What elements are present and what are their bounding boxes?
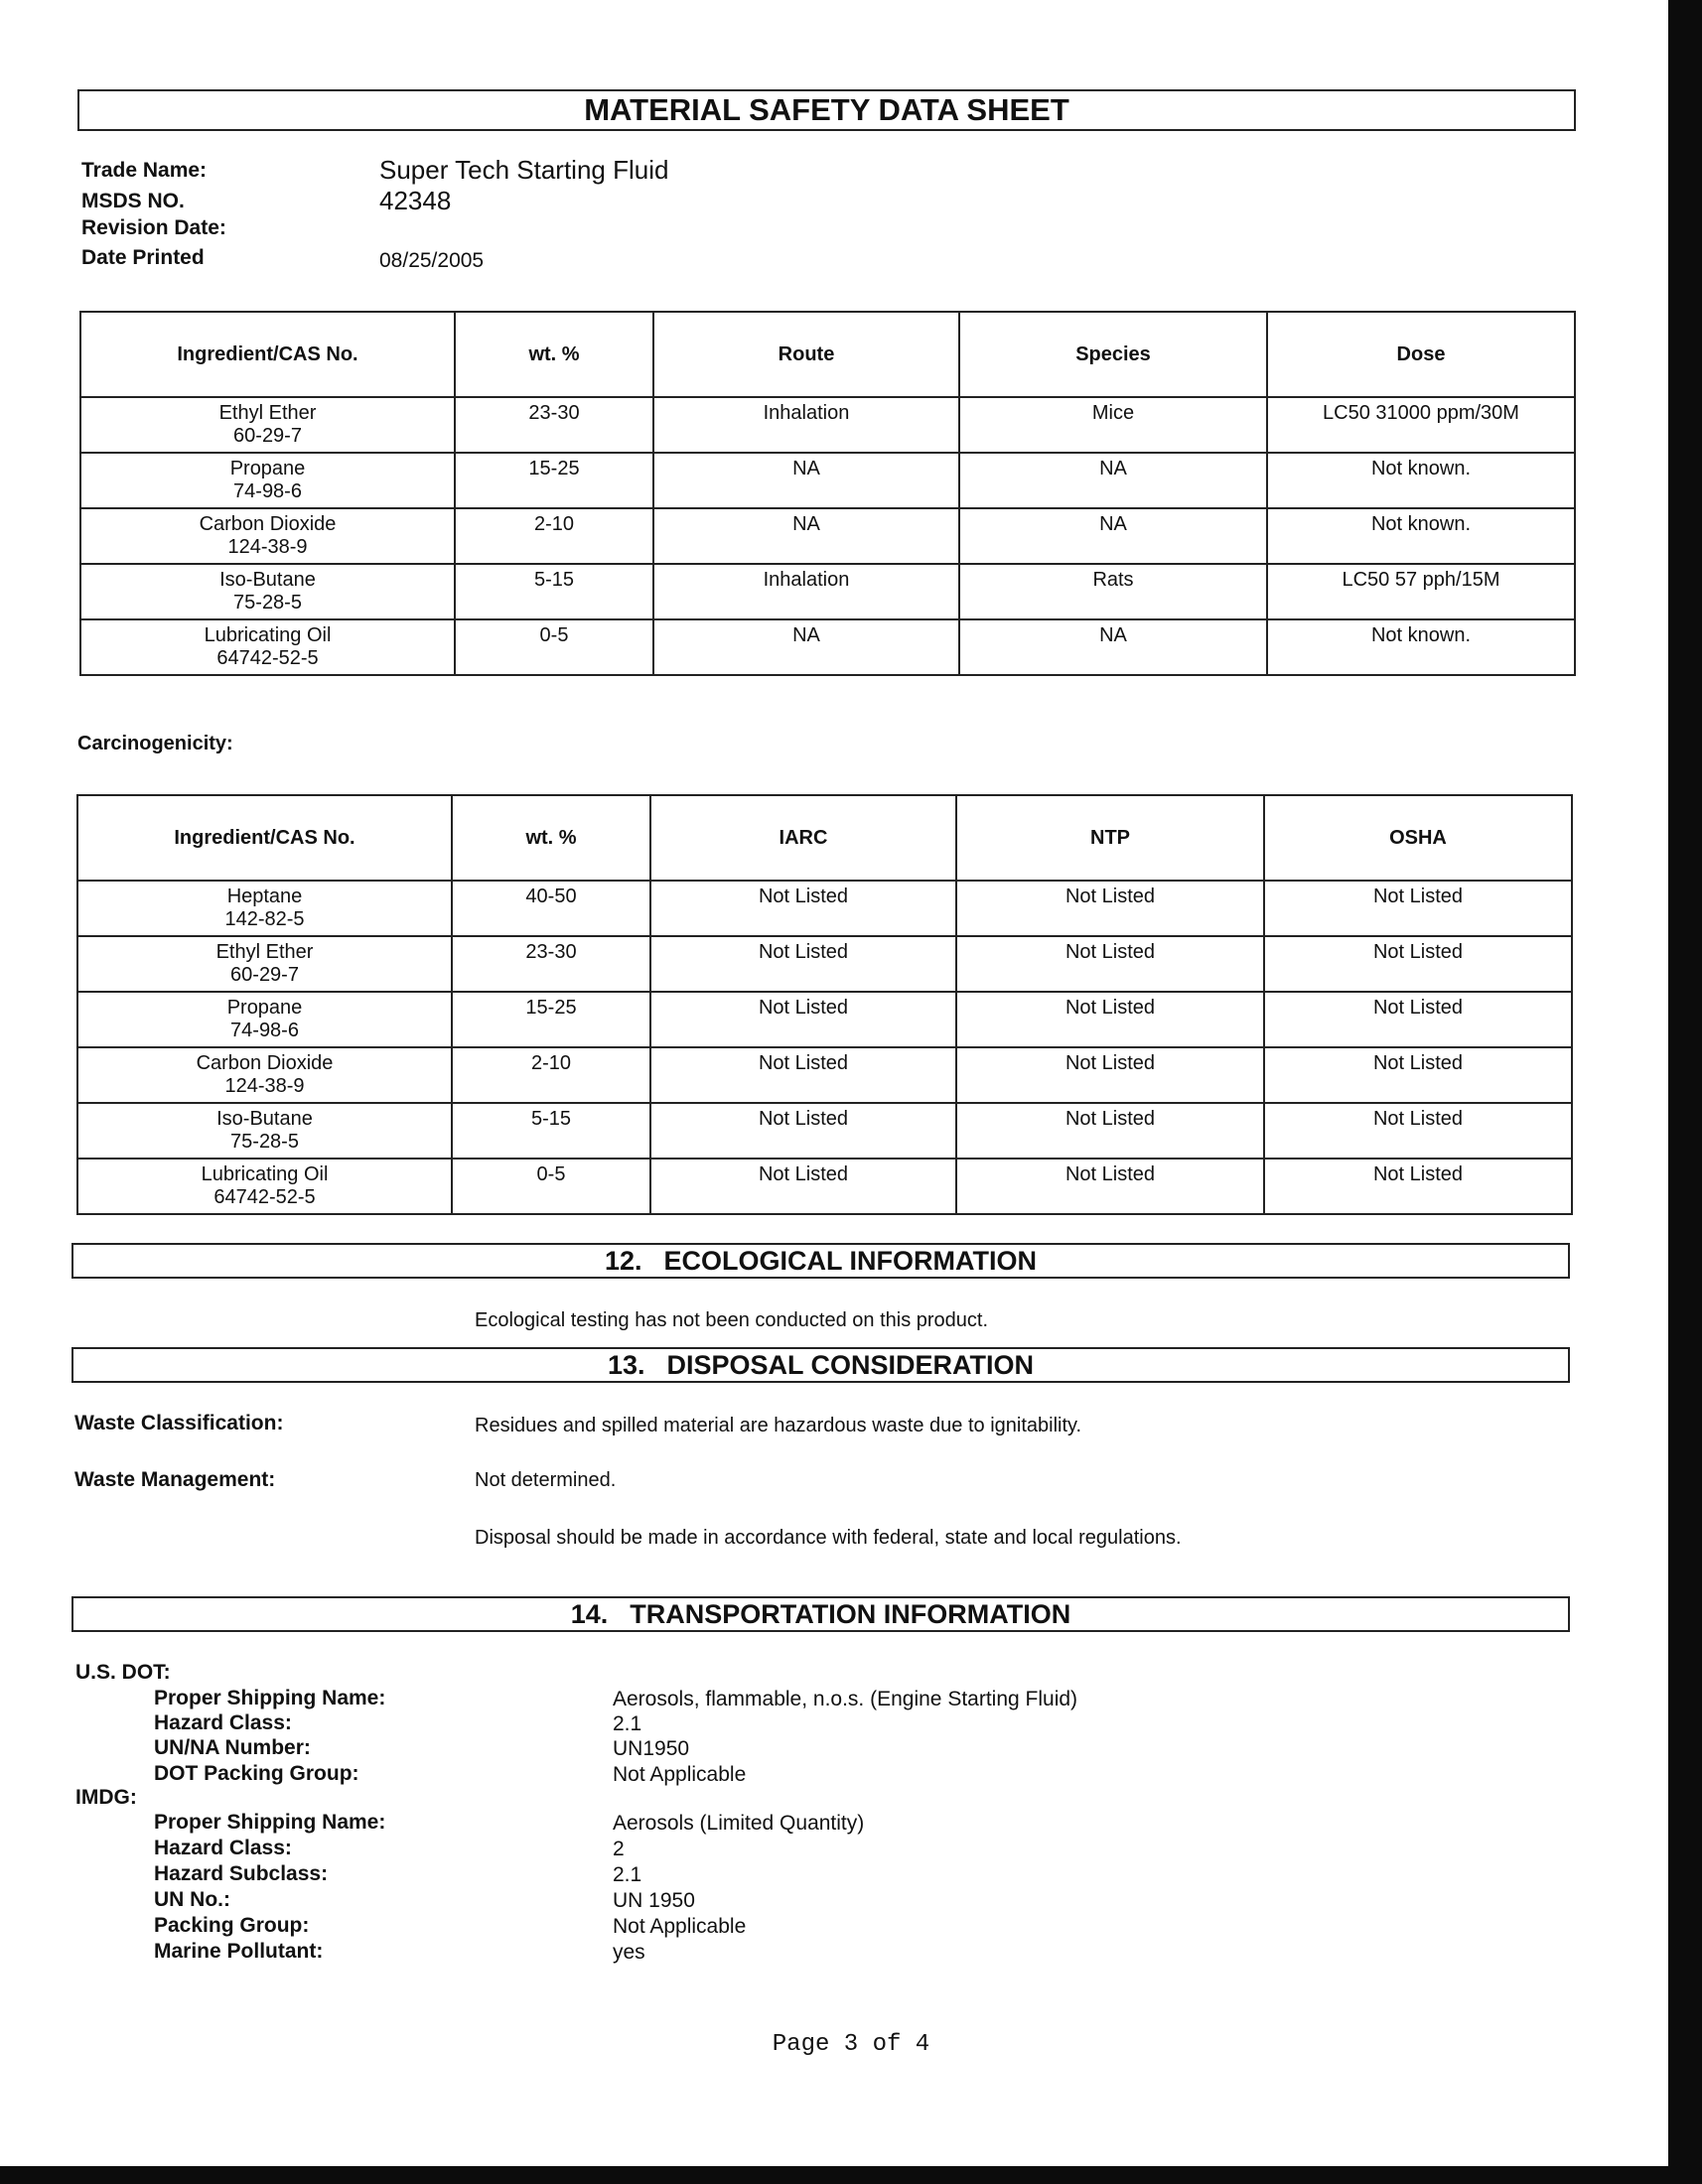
dose-cell: LC50 57 pph/15M (1267, 564, 1575, 619)
table-row (80, 564, 1575, 619)
ingredient-name: Carbon Dioxide (199, 513, 337, 535)
msds-no-value: 42348 (379, 186, 452, 215)
ntp-cell: Not Listed (956, 881, 1264, 936)
cas-number: 75-28-5 (233, 592, 302, 614)
carcinogenicity-table (76, 794, 1573, 1215)
column-header: wt. % (452, 795, 650, 881)
disposal-note: Disposal should be made in accordance with federal, state and local regulations. (475, 1527, 1182, 1549)
ingredient-name: Lubricating Oil (201, 1163, 329, 1185)
dot-label: Hazard Class: (154, 1711, 292, 1734)
imdg-value: yes (613, 1941, 645, 1964)
revision-date-label: Revision Date: (81, 216, 226, 239)
wt-cell: 0-5 (455, 619, 653, 675)
iarc-cell: Not Listed (650, 1103, 956, 1159)
dose-cell: Not known. (1267, 508, 1575, 564)
wt-cell: 40-50 (452, 881, 650, 936)
dot-label: Proper Shipping Name: (154, 1687, 386, 1709)
ntp-cell: Not Listed (956, 1103, 1264, 1159)
route-cell: NA (653, 619, 959, 675)
column-header: Dose (1267, 312, 1575, 397)
column-header: Route (653, 312, 959, 397)
table-row (77, 936, 1572, 992)
table-row (77, 992, 1572, 1047)
ingredient-name: Ethyl Ether (218, 402, 317, 424)
wt-cell: 0-5 (452, 1159, 650, 1214)
ntp-cell: Not Listed (956, 1047, 1264, 1103)
ingredient-name: Ethyl Ether (215, 941, 314, 963)
imdg-value: 2.1 (613, 1863, 642, 1886)
trade-name-value: Super Tech Starting Fluid (379, 155, 669, 185)
column-header: OSHA (1264, 795, 1572, 881)
page-number: Page 3 of 4 (772, 2031, 930, 2058)
waste-management-label: Waste Management: (74, 1468, 276, 1491)
imdg-label: UN No.: (154, 1888, 230, 1911)
imdg-value: Aerosols (Limited Quantity) (613, 1812, 865, 1835)
ingredient-name: Propane (229, 458, 306, 479)
date-printed-value: 08/25/2005 (379, 249, 485, 272)
dot-value: 2.1 (613, 1712, 642, 1735)
ingredient-name: Iso-Butane (219, 569, 316, 591)
wt-cell: 23-30 (455, 397, 653, 453)
cas-number: 60-29-7 (230, 964, 299, 986)
toxicity-table (79, 311, 1576, 676)
carcinogenicity-label: Carcinogenicity: (77, 733, 233, 754)
section-title: DISPOSAL CONSIDERATION (666, 1350, 1035, 1380)
wt-cell: 15-25 (452, 992, 650, 1047)
scan-edge-right (1668, 0, 1702, 2184)
imdg-label: Marine Pollutant: (154, 1940, 324, 1963)
table-row (80, 508, 1575, 564)
column-header: NTP (956, 795, 1264, 881)
ingredient-name: Lubricating Oil (204, 624, 332, 646)
column-header: IARC (650, 795, 956, 881)
species-cell: Rats (959, 564, 1267, 619)
osha-cell: Not Listed (1264, 1103, 1572, 1159)
cas-number: 64742-52-5 (213, 1186, 316, 1208)
wt-cell: 2-10 (455, 508, 653, 564)
imdg-label: Hazard Subclass: (154, 1862, 329, 1885)
section-number: 13. (607, 1350, 645, 1380)
iarc-cell: Not Listed (650, 992, 956, 1047)
species-cell: NA (959, 453, 1267, 508)
osha-cell: Not Listed (1264, 936, 1572, 992)
ecological-text: Ecological testing has not been conducted on this product. (475, 1309, 989, 1331)
route-cell: NA (653, 508, 959, 564)
osha-cell: Not Listed (1264, 881, 1572, 936)
ingredient-cell (80, 564, 455, 619)
section-title: TRANSPORTATION INFORMATION (630, 1599, 1071, 1629)
cas-number: 74-98-6 (233, 480, 302, 502)
waste-classification-label: Waste Classification: (74, 1412, 284, 1434)
route-cell: NA (653, 453, 959, 508)
trade-name-label: Trade Name: (81, 159, 208, 182)
us-dot-heading: U.S. DOT: (75, 1661, 171, 1684)
ntp-cell: Not Listed (956, 992, 1264, 1047)
imdg-value: Not Applicable (613, 1915, 747, 1938)
scan-edge-bottom (0, 2166, 1702, 2184)
wt-cell: 15-25 (455, 453, 653, 508)
species-cell: Mice (959, 397, 1267, 453)
dot-value: UN1950 (613, 1737, 690, 1760)
wt-cell: 23-30 (452, 936, 650, 992)
osha-cell: Not Listed (1264, 1159, 1572, 1214)
table-row (80, 453, 1575, 508)
cas-number: 124-38-9 (224, 1075, 305, 1097)
ingredient-name: Propane (226, 997, 303, 1019)
ingredient-cell (80, 453, 455, 508)
wt-cell: 5-15 (452, 1103, 650, 1159)
route-cell: Inhalation (653, 397, 959, 453)
imdg-value: UN 1950 (613, 1889, 695, 1912)
table-row (77, 1047, 1572, 1103)
dot-value: Not Applicable (613, 1763, 747, 1786)
cas-number: 74-98-6 (230, 1020, 299, 1041)
cas-number: 124-38-9 (227, 536, 308, 558)
ingredient-cell (77, 992, 452, 1047)
page-title: MATERIAL SAFETY DATA SHEET (77, 89, 1576, 131)
ntp-cell: Not Listed (956, 936, 1264, 992)
ingredient-cell (77, 936, 452, 992)
waste-management-value: Not determined. (475, 1469, 617, 1491)
section-title: ECOLOGICAL INFORMATION (663, 1246, 1038, 1276)
dot-label: UN/NA Number: (154, 1736, 311, 1759)
ingredient-cell (80, 397, 455, 453)
section-number: 14. (570, 1599, 609, 1629)
iarc-cell: Not Listed (650, 936, 956, 992)
imdg-label: Hazard Class: (154, 1837, 292, 1859)
msds-no-label: MSDS NO. (81, 190, 185, 212)
cas-number: 60-29-7 (233, 425, 302, 447)
species-cell: NA (959, 508, 1267, 564)
cas-number: 75-28-5 (230, 1131, 299, 1153)
route-cell: Inhalation (653, 564, 959, 619)
ntp-cell: Not Listed (956, 1159, 1264, 1214)
table-row (80, 619, 1575, 675)
iarc-cell: Not Listed (650, 1047, 956, 1103)
cas-number: 64742-52-5 (216, 647, 319, 669)
osha-cell: Not Listed (1264, 992, 1572, 1047)
section-14-heading (71, 1596, 1570, 1632)
table-header-row (80, 312, 1575, 397)
section-12-heading (71, 1243, 1570, 1279)
dose-cell: LC50 31000 ppm/30M (1267, 397, 1575, 453)
dot-label: DOT Packing Group: (154, 1762, 359, 1785)
table-row (77, 1159, 1572, 1214)
column-header: wt. % (455, 312, 653, 397)
iarc-cell: Not Listed (650, 881, 956, 936)
column-header: Ingredient/CAS No. (77, 795, 452, 881)
ingredient-cell (77, 1047, 452, 1103)
table-row (80, 397, 1575, 453)
ingredient-name: Heptane (226, 886, 303, 907)
column-header: Ingredient/CAS No. (80, 312, 455, 397)
wt-cell: 5-15 (455, 564, 653, 619)
imdg-value: 2 (613, 1838, 625, 1860)
species-cell: NA (959, 619, 1267, 675)
ingredient-name: Carbon Dioxide (196, 1052, 334, 1074)
section-13-heading (71, 1347, 1570, 1383)
column-header: Species (959, 312, 1267, 397)
iarc-cell: Not Listed (650, 1159, 956, 1214)
ingredient-cell (77, 1103, 452, 1159)
waste-classification-value: Residues and spilled material are hazardous waste due to ignitability. (475, 1415, 1082, 1436)
dot-value: Aerosols, flammable, n.o.s. (Engine Starting Fluid) (613, 1688, 1078, 1710)
table-header-row (77, 795, 1572, 881)
dose-cell: Not known. (1267, 453, 1575, 508)
imdg-label: Proper Shipping Name: (154, 1811, 386, 1834)
table-row (77, 1103, 1572, 1159)
ingredient-cell (80, 508, 455, 564)
osha-cell: Not Listed (1264, 1047, 1572, 1103)
ingredient-cell (77, 1159, 452, 1214)
date-printed-label: Date Printed (81, 246, 205, 269)
ingredient-name: Iso-Butane (216, 1108, 313, 1130)
cas-number: 142-82-5 (224, 908, 305, 930)
imdg-heading: IMDG: (75, 1786, 137, 1809)
wt-cell: 2-10 (452, 1047, 650, 1103)
section-number: 12. (604, 1246, 642, 1276)
dose-cell: Not known. (1267, 619, 1575, 675)
ingredient-cell (77, 881, 452, 936)
table-row (77, 881, 1572, 936)
ingredient-cell (80, 619, 455, 675)
imdg-label: Packing Group: (154, 1914, 310, 1937)
